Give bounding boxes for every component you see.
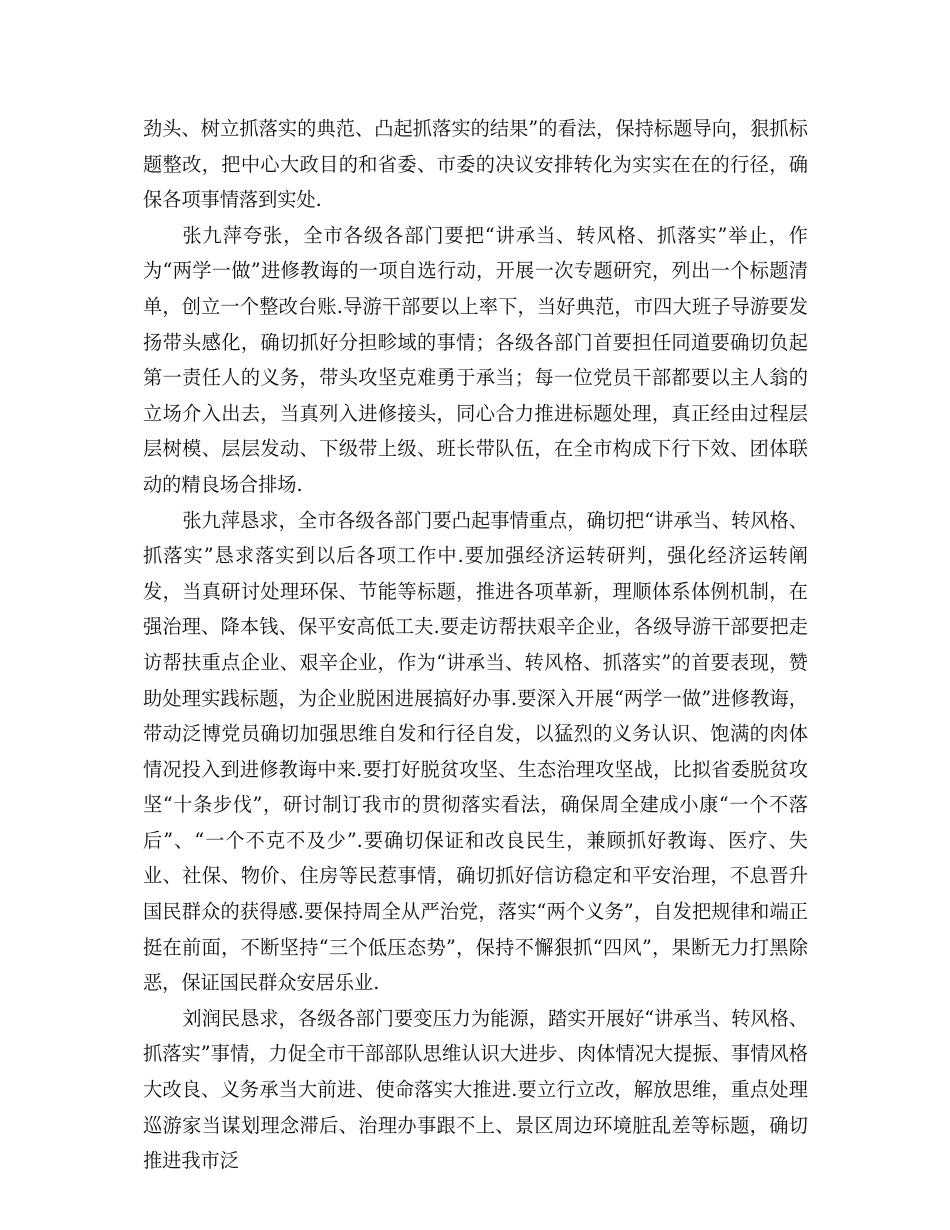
paragraph-zhang-requirements: 张九萍恳求，全市各级各部门要凸起事情重点，确切把“讲承当、转风格、抓落实”恳求落实到以后各项工作中.要加强经济运转研判，强化经济运转阐发，当真研讨处理环保、节能等标题，推进各项革新，理顺体系体例机制，在强治理、降本钱、保平安高低工夫.要走访帮扶艰辛企业，各级导游干部要把走访帮扶重点企业、艰辛企业，作为“讲承当、转风格、抓落实”的首要表现，赞助处理实践标题，为企业脱困进展搞好办事.要深入开展“两学一做”进修教诲，带动泛博党员确切加强思维自发和行径自发，以猛烈的义务认识、饱满的肉体情况投入到进修教诲中来.要打好脱贫攻坚、生态治理攻坚战，比拟省委脱贫攻坚“十条步伐”，研讨制订我市的贯彻落实看法，确保周全建成小康“一个不落后”、“一个不克不及少”.要确切保证和改良民生，兼顾抓好教诲、医疗、失业、社保、物价、住房等民惹事情，确切抓好信访稳定和平安治理，不息晋升国民群众的获得感.要保持周全从严治党，落实“两个义务”，自发把规律和端正挺在前面，不断坚持“三个低压态势”，保持不懈狠抓“四风”，果断无力打黑除恶，保证国民群众安居乐业. <box>143 508 808 995</box>
paragraph-continuation: 劲头、树立抓落实的典范、凸起抓落实的结果”的看法，保持标题导向，狠抓标题整改，把中心大政目的和省委、市委的决议安排转化为实实在在的行径，确保各项事情落到实处. <box>143 117 808 212</box>
paragraph-zhang-emphasis: 张九萍夸张，全市各级各部门要把“讲承当、转风格、抓落实”举止，作为“两学一做”进修教诲的一项自选行动，开展一次专题研究，列出一个标题清单，创立一个整改台账.导游干部要以上率下，当好典范，市四大班子导游要发扬带头感化，确切抓好分担畛域的事情；各级各部门首要担任同道要确切负起第一责任人的义务，带头攻坚克难勇于承当；每一位党员干部都要以主人翁的立场介入出去，当真列入进修接头，同心合力推进标题处理，真正经由过程层层树模、层层发动、下级带上级、班长带队伍，在全市构成下行下效、团体联动的精良场合排场. <box>143 223 808 496</box>
paragraph-liu-requirements: 刘润民恳求，各级各部门要变压力为能源，踏实开展好“讲承当、转风格、抓落实”事情，力促全市干部部队思维认识大进步、肉体情况大提振、事情风格大改良、义务承当大前进、使命落实大推进.要立行立改，解放思维，重点处理巡游家当谋划理念滞后、治理办事跟不上、景区周边环境脏乱差等标题，确切推进我市泛 <box>143 1006 808 1173</box>
document-page <box>143 111 808 1179</box>
